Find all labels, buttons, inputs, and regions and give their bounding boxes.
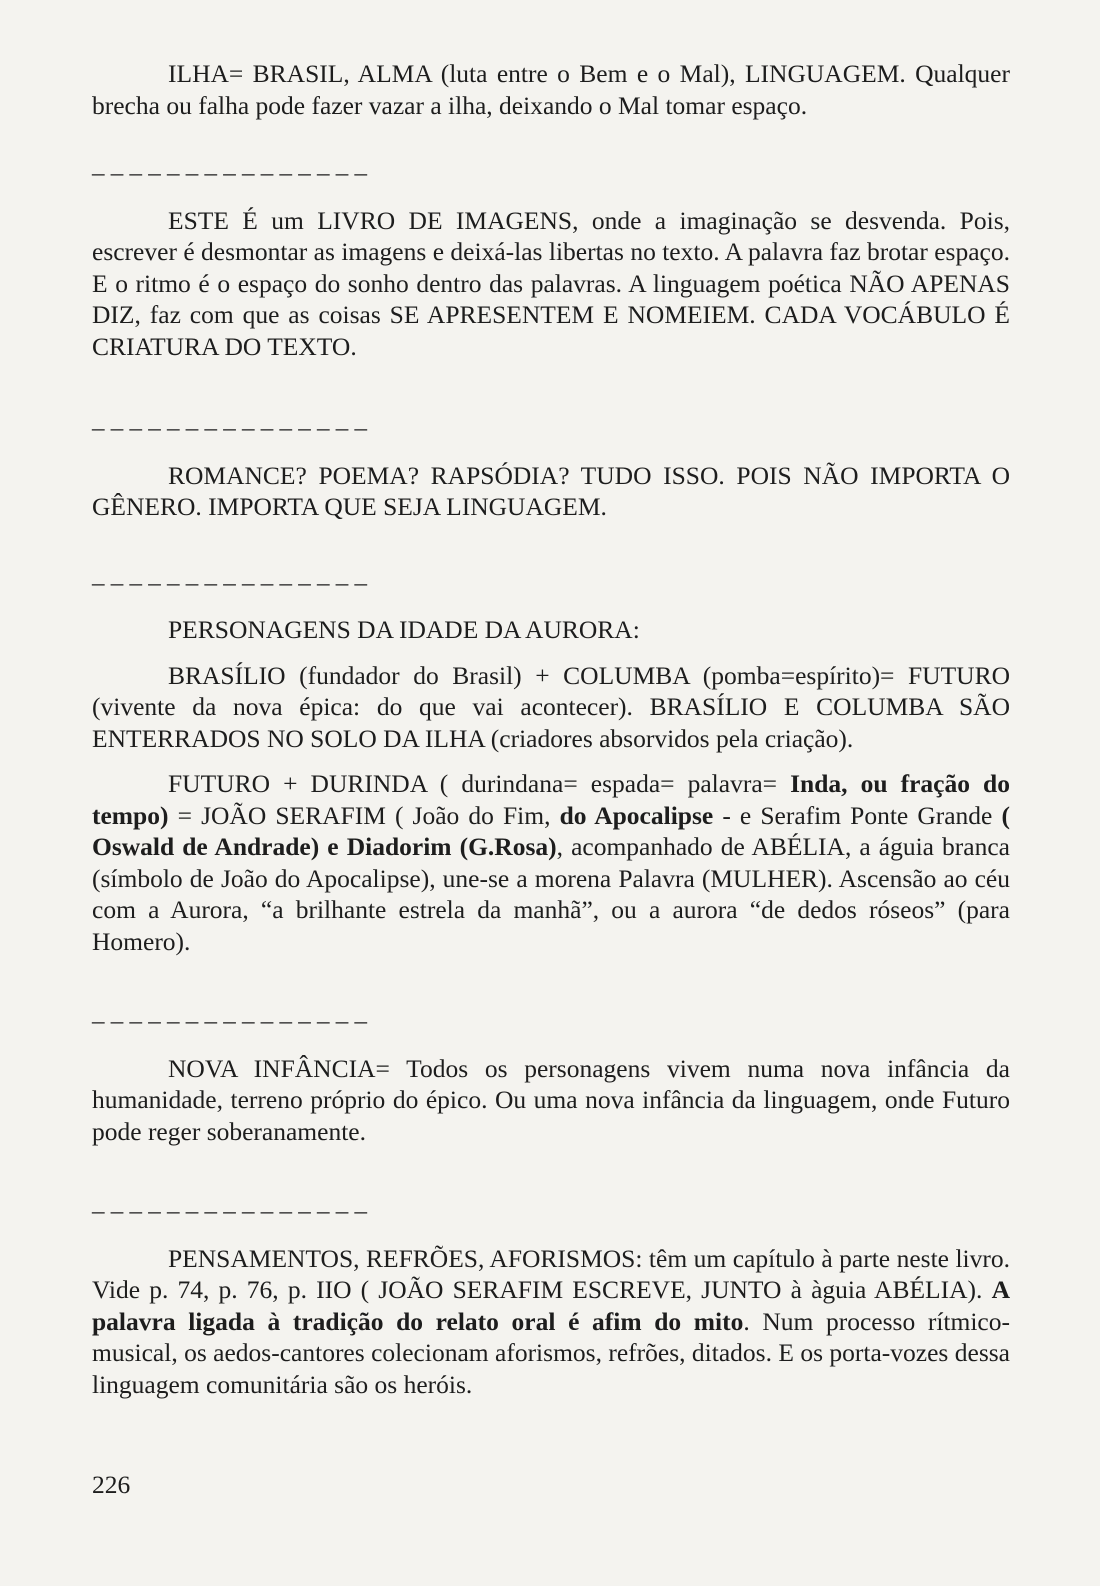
separator: _ _ _ _ _ _ _ _ _ _ _ _ _ _ _ (92, 560, 367, 588)
paragraph-livro-de-imagens: ESTE É um LIVRO DE IMAGENS, onde a imaginação se desvenda. Pois, escrever é desmontar as imagens e deixá-las libertas no texto. A palavra faz brotar espaço. E o ritmo é o espaço do sonho dentro das palavras. A linguagem poética NÃO APENAS DIZ, faz com que as coisas SE APRESENTEM E NOMEIEM. CADA VOCÁBULO É CRIATURA DO TEXTO. (92, 205, 1010, 361)
paragraph-personagens-heading: PERSONAGENS DA IDADE DA AURORA: (168, 615, 640, 644)
separator: _ _ _ _ _ _ _ _ _ _ _ _ _ _ _ (92, 999, 367, 1026)
paragraph-brasilio: BRASÍLIO (fundador do Brasil) + COLUMBA (pomba=espírito)= FUTURO (vivente da nova épica: do que vai acontecer). BRASÍLIO E COLUMBA SÃO ENTERRADOS NO SOLO DA ILHA (criadores absorvidos pela criação). (92, 660, 1010, 753)
paragraph-romance: ROMANCE? POEMA? RAPSÓDIA? TUDO ISSO. POIS NÃO IMPORTA O GÊNERO. IMPORTA QUE SEJA LINGUAGEM. (92, 460, 1010, 521)
separator: _ _ _ _ _ _ _ _ _ _ _ _ _ _ _ (92, 1189, 367, 1216)
separator: _ _ _ _ _ _ _ _ _ _ _ _ _ _ _ (92, 406, 367, 433)
page-number: 226 (92, 1470, 131, 1499)
paragraph-ilha: ILHA= BRASIL, ALMA (luta entre o Bem e o Mal), LINGUAGEM. Qualquer brecha ou falha pode fazer vazar a ilha, deixando o Mal tomar espaço. (92, 59, 1010, 120)
page-body (92, 58, 1010, 1400)
paragraph-pensamentos: PENSAMENTOS, REFRÕES, AFORISMOS: têm um capítulo à parte neste livro. Vide p. 74, p. 76, p. IIO ( JOÃO SERAFIM ESCREVE, JUNTO à àguia ABÉLIA). A palavra ligada à tradição do relato oral é afim do mito. Num processo rítmico-musical, os aedos-cantores colecionam aforismos, refrões, ditados. E os porta-vozes dessa linguagem comunitária são os heróis. (92, 1243, 1010, 1399)
paragraph-futuro-durinda: FUTURO + DURINDA ( durindana= espada= palavra= Inda, ou fração do tempo) = JOÃO SERAFIM ( João do Fim, do Apocalipse - e Serafim Ponte Grande ( Oswald de Andrade) e Diadorim (G.Rosa), acompanhado de ABÉLIA, a águia branca (símbolo de João do Apocalipse), une-se a morena Palavra (MULHER). Ascensão ao céu com a Aurora, “a brilhante estrela da manhã”, ou a aurora “de dedos róseos” (para Homero). (92, 769, 1010, 956)
paragraph-nova-infancia: NOVA INFÂNCIA= Todos os personagens vivem numa nova infância da humanidade, terreno próprio do épico. Ou uma nova infância da linguagem, onde Futuro pode reger soberanamente. (92, 1053, 1010, 1146)
separator: _ _ _ _ _ _ _ _ _ _ _ _ _ _ _ (92, 151, 367, 178)
